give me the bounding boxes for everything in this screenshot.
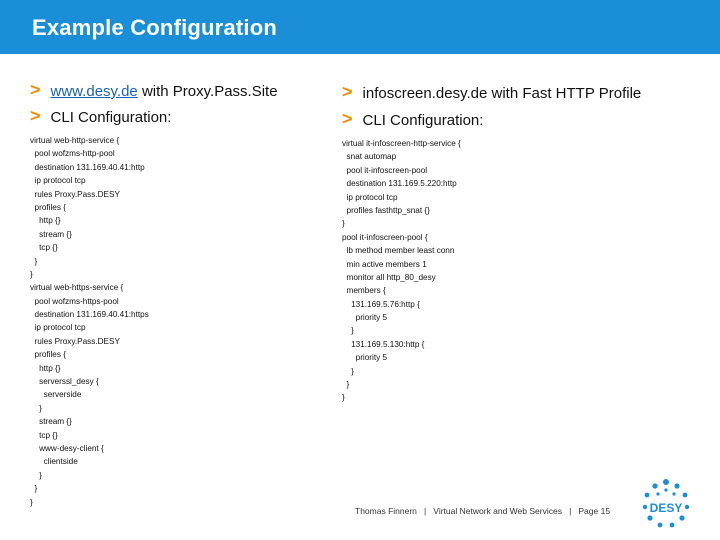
bullet-arrow-icon: > (30, 80, 41, 100)
code-line: tcp {} (30, 430, 58, 440)
code-line: http {} (30, 216, 61, 226)
code-line: virtual web-http-service { (30, 136, 120, 145)
code-line: members { (342, 286, 386, 296)
left-bullet-cli-text: CLI Configuration: (50, 109, 172, 126)
code-line: snat automap (342, 152, 397, 162)
code-line: monitor all http_80_desy (342, 272, 436, 282)
code-line: profiles fasthttp_snat {} (342, 205, 430, 215)
bullet-arrow-icon: > (342, 82, 353, 102)
left-bullet-cli (30, 107, 171, 127)
footer-page-number: Page 15 (578, 506, 611, 516)
code-line: } (342, 326, 354, 336)
code-line: profiles { (30, 350, 66, 360)
left-code-block (30, 134, 149, 509)
code-line: } (342, 380, 350, 390)
code-line: pool it-infoscreen-pool { (342, 232, 428, 242)
code-line: virtual web-https-service { (30, 283, 124, 293)
code-line: } (342, 366, 354, 376)
right-bullet-cli-text: CLI Configuration: (362, 112, 484, 129)
right-bullet-infoscreen (342, 83, 641, 103)
code-line: stream {} (30, 229, 72, 239)
left-bullet-website-text: with Proxy.Pass.Site (137, 83, 278, 100)
code-line: } (30, 470, 42, 480)
footer-separator: | (419, 506, 431, 516)
code-line: destination 131.169.40.41:https (30, 310, 149, 320)
footer (355, 506, 610, 516)
code-line: clientside (30, 457, 78, 467)
code-line: } (30, 403, 42, 413)
code-line: serverssl_desy { (30, 377, 99, 387)
code-line: tcp {} (30, 243, 58, 253)
desy-logo-icon (633, 478, 699, 530)
code-line: priority 5 (342, 353, 388, 363)
code-line: } (30, 256, 38, 266)
title-bar (0, 0, 720, 54)
code-line: rules Proxy.Pass.DESY (30, 336, 120, 346)
code-line: ip protocol tcp (30, 176, 86, 186)
code-line: http {} (30, 363, 61, 373)
slide-title: Example Configuration (32, 15, 277, 40)
code-line: rules Proxy.Pass.DESY (30, 189, 120, 199)
left-bullet-website (30, 81, 278, 101)
right-code-block (342, 137, 461, 405)
footer-author: Thomas Finnern (355, 506, 417, 516)
code-line: serverside (30, 390, 82, 400)
code-line: www-desy-client { (30, 443, 104, 453)
code-line: } (342, 219, 345, 229)
code-line: } (342, 393, 345, 403)
code-line: 131.169.5.76:http { (342, 299, 420, 309)
bullet-arrow-icon: > (342, 109, 353, 129)
code-line: pool wofzms-http-pool (30, 149, 115, 159)
footer-talk-title: Virtual Network and Web Services (433, 506, 562, 516)
code-line: ip protocol tcp (30, 323, 86, 333)
code-line: } (30, 497, 33, 507)
code-line: pool it-infoscreen-pool (342, 165, 428, 175)
code-line: profiles { (30, 202, 66, 212)
logo-text: DESY (649, 501, 683, 515)
code-line: } (30, 484, 38, 494)
footer-separator: | (564, 506, 576, 516)
code-line: destination 131.169.5.220:http (342, 179, 457, 189)
code-line: } (30, 269, 33, 279)
right-bullet-cli (342, 110, 483, 130)
code-line: 131.169.5.130:http { (342, 339, 425, 349)
code-line: min active members 1 (342, 259, 427, 269)
desy-link[interactable]: www.desy.de (50, 83, 138, 100)
code-line: priority 5 (342, 313, 388, 323)
code-line: destination 131.169.40.41:http (30, 162, 145, 172)
right-bullet-infoscreen-text: infoscreen.desy.de with Fast HTTP Profile (362, 85, 642, 102)
code-line: stream {} (30, 417, 72, 427)
code-line: pool wofzms-https-pool (30, 296, 119, 306)
code-line: ip protocol tcp (342, 192, 398, 202)
bullet-arrow-icon: > (30, 106, 41, 126)
code-line: virtual it-infoscreen-http-service { (342, 139, 461, 148)
code-line: lb method member least conn (342, 246, 455, 256)
